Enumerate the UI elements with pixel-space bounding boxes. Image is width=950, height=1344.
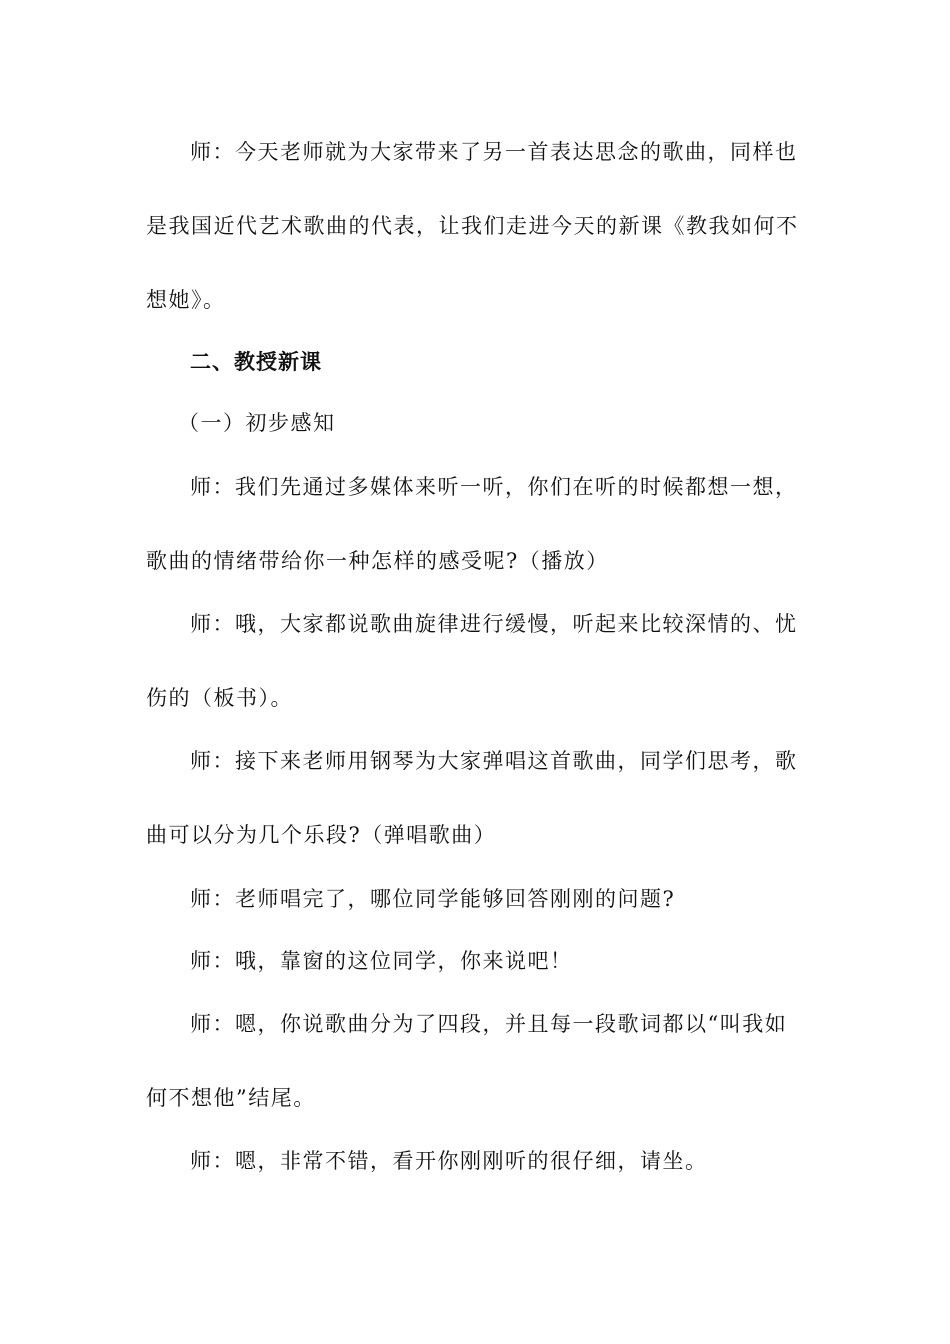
paragraph-praise: 师：嗯，非常不错，看开你刚刚听的很仔细，请坐。 bbox=[190, 1149, 708, 1173]
paragraph-piano-line-1: 师：接下来老师用钢琴为大家弹唱这首歌曲，同学们思考，歌 bbox=[190, 749, 798, 773]
paragraph-answer-line-1: 师：嗯，你说歌曲分为了四段，并且每一段歌词都以“叫我如 bbox=[190, 1012, 788, 1036]
section-heading: 二、教授新课 bbox=[190, 349, 322, 374]
paragraph-answer-line-2: 何不想他”结尾。 bbox=[146, 1086, 316, 1110]
paragraph-mood-line-1: 师：哦，大家都说歌曲旋律进行缓慢，听起来比较深情的、忧 bbox=[190, 612, 798, 636]
paragraph-intro-line-2: 是我国近代艺术歌曲的代表，让我们走进今天的新课《教我如何不 bbox=[146, 214, 799, 238]
paragraph-call-student: 师：哦，靠窗的这位同学，你来说吧！ bbox=[190, 949, 573, 973]
paragraph-listen-line-2: 歌曲的情绪带给你一种怎样的感受呢?（播放） bbox=[146, 549, 609, 573]
subsection-heading: （一）初步感知 bbox=[178, 411, 336, 435]
paragraph-intro-line-3: 想她》。 bbox=[146, 288, 226, 312]
paragraph-intro-line-1: 师：今天老师就为大家带来了另一首表达思念的歌曲，同样也 bbox=[190, 140, 798, 164]
paragraph-mood-line-2: 伤的（板书）。 bbox=[146, 686, 293, 710]
paragraph-listen-line-1: 师：我们先通过多媒体来听一听，你们在听的时候都想一想， bbox=[190, 475, 798, 499]
paragraph-question: 师：老师唱完了，哪位同学能够回答刚刚的问题? bbox=[190, 887, 676, 911]
paragraph-piano-line-2: 曲可以分为几个乐段?（弹唱歌曲） bbox=[146, 823, 497, 847]
